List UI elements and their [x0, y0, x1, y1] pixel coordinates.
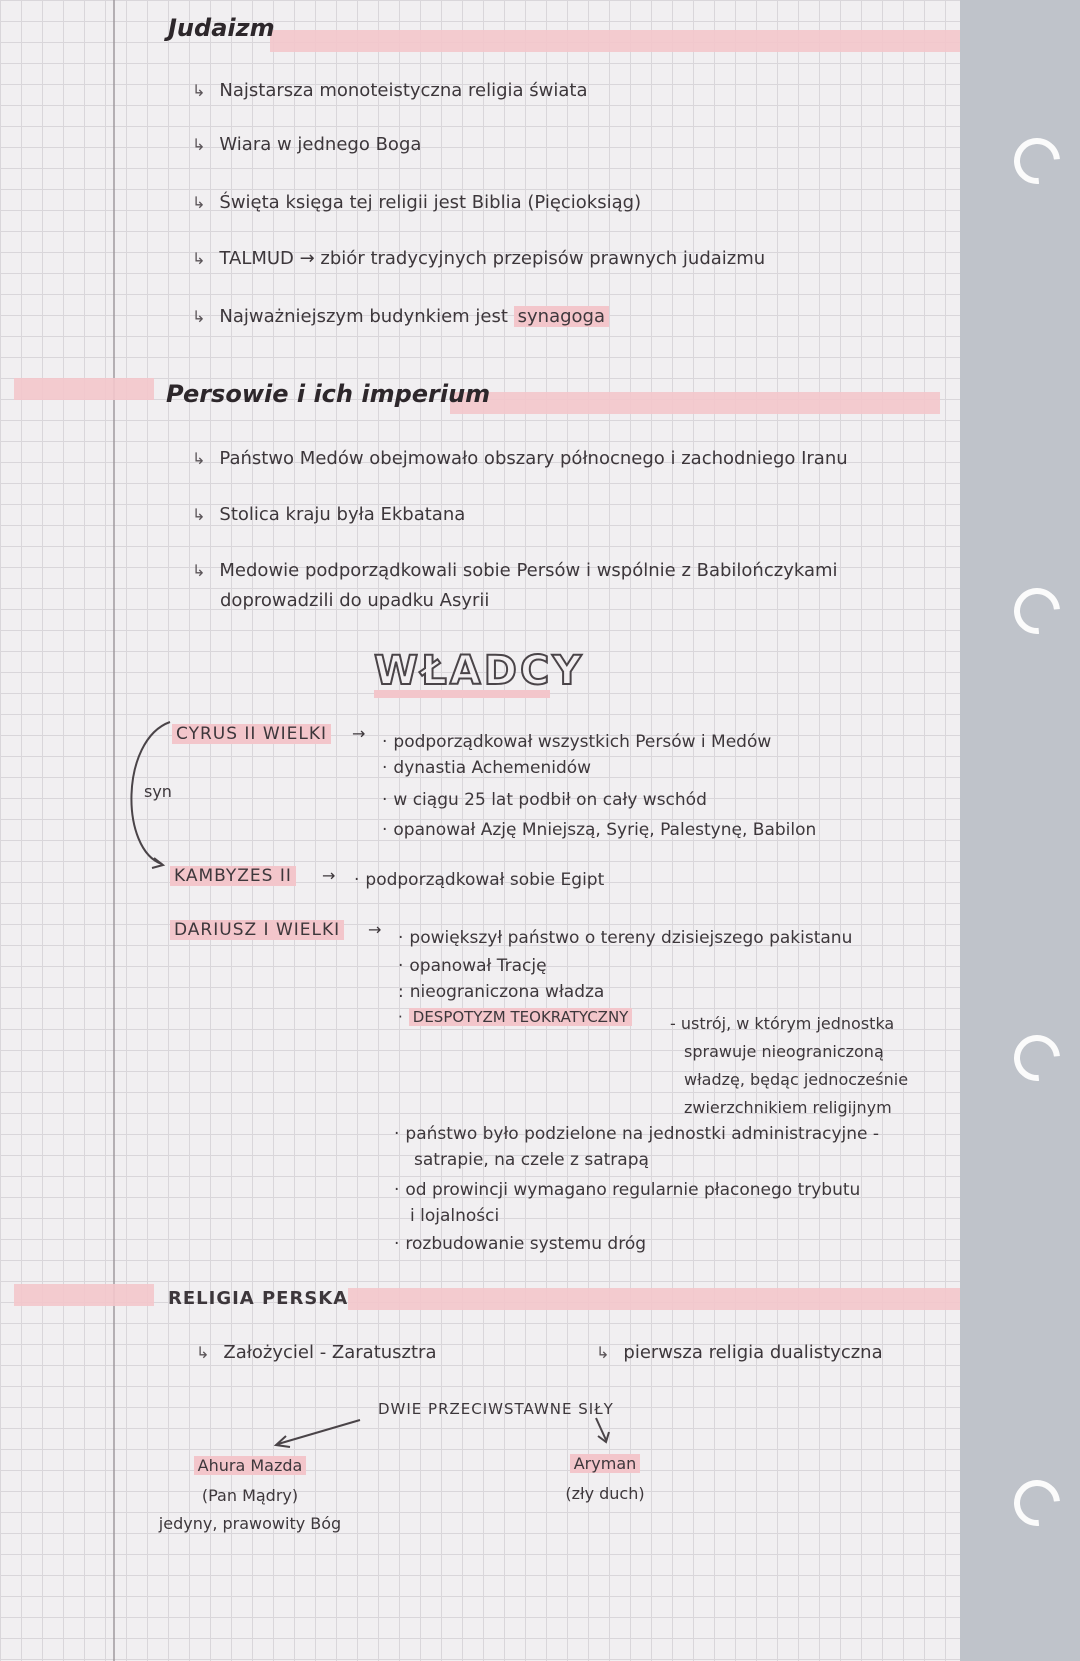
arrow-icon: ↳ — [192, 249, 206, 268]
ruler-name-kambyzes: KAMBYZES II — [170, 866, 296, 886]
ruler-fact: · opanował Trację — [398, 956, 547, 976]
ahura-mazda-desc: (Pan Mądry) — [201, 1486, 299, 1505]
arrow-icon: ↳ — [192, 81, 206, 100]
ahura-mazda-name: Ahura Mazda — [194, 1456, 307, 1475]
ruler-fact: · opanował Azję Mniejszą, Syrię, Palestynę, Babilon — [382, 820, 817, 840]
persians-item: ↳ Stolica kraju była Ekbatana — [192, 504, 466, 525]
arrow-icon: ↳ — [596, 1343, 610, 1362]
binder-strip — [960, 0, 1080, 1661]
ruler-fact-cont: satrapie, na czele z satrapą — [414, 1150, 649, 1170]
rulers-title: WŁADCY — [374, 648, 585, 694]
judaism-item: ↳ Święta księga tej religii jest Biblia (Pięcioksiąg) — [192, 192, 642, 213]
ruler-fact: · podporządkował sobie Egipt — [354, 870, 605, 890]
ruler-fact: · od prowincji wymagano regularnie płaconego trybutu — [394, 1180, 861, 1200]
arrow-icon: ↳ — [192, 307, 206, 326]
arrow-icon: ↳ — [192, 505, 206, 524]
ruler-fact: · powiększył państwo o tereny dzisiejszego pakistanu — [398, 928, 853, 948]
heading-highlight — [348, 1288, 960, 1310]
ruler-fact: : nieograniczona władza — [398, 982, 605, 1002]
religion-item: ↳ pierwsza religia dualistyczna — [596, 1342, 883, 1363]
highlighted-term: synagoga — [514, 306, 609, 327]
persians-item: ↳ Medowie podporządkowali sobie Persów i wspólnie z Babilończykami — [192, 560, 838, 581]
arrow-icon: → — [352, 724, 366, 743]
ahura-mazda-desc: jedyny, prawowity Bóg — [158, 1514, 342, 1533]
ruler-fact: · DESPOTYZM TEOKRATYCZNY — [398, 1008, 632, 1026]
relation-label: syn — [144, 782, 172, 801]
arrow-icon: → — [322, 866, 336, 885]
aryman-desc: (zły duch) — [565, 1484, 645, 1503]
judaism-item: ↳ TALMUD → zbiór tradycyjnych przepisów prawnych judaizmu — [192, 248, 766, 269]
judaism-item: ↳ Najważniejszym budynkiem jest synagoga — [192, 306, 609, 327]
persians-item: ↳ Państwo Medów obejmowało obszary północnego i zachodniego Iranu — [192, 448, 848, 469]
judaism-item: ↳ Wiara w jednego Boga — [192, 134, 422, 155]
religion-item: ↳ Założyciel - Zaratusztra — [196, 1342, 437, 1363]
ruler-fact: · rozbudowanie systemu dróg — [394, 1234, 647, 1254]
despotism-term: DESPOTYZM TEOKRATYCZNY — [409, 1008, 633, 1026]
ruler-name-cyrus: CYRUS II WIELKI — [172, 724, 331, 744]
arrow-icon: ↳ — [196, 1343, 210, 1362]
definition-line: zwierzchnikiem religijnym — [684, 1098, 892, 1117]
section-heading-religion: RELIGIA PERSKA — [168, 1288, 349, 1309]
section-heading-persians: Persowie i ich imperium — [166, 380, 491, 408]
section-heading-judaism: Judaizm — [168, 14, 275, 42]
arrow-icon: → — [368, 920, 382, 939]
arrow-icon: ↳ — [192, 193, 206, 212]
ruler-fact-cont: i lojalności — [410, 1206, 500, 1226]
heading-highlight — [14, 1284, 154, 1306]
aryman-name: Aryman — [570, 1454, 641, 1473]
ruler-fact: · państwo było podzielone na jednostki administracyjne - — [394, 1124, 880, 1144]
ruler-name-dariusz: DARIUSZ I WIELKI — [170, 920, 344, 940]
definition-line: - ustrój, w którym jednostka — [670, 1014, 895, 1033]
persians-item-cont: doprowadzili do upadku Asyrii — [220, 590, 490, 611]
forces-label: DWIE PRZECIWSTAWNE SIŁY — [378, 1400, 614, 1418]
arrow-icon: ↳ — [192, 561, 206, 580]
definition-line: sprawuje nieograniczoną — [684, 1042, 884, 1061]
ruler-fact: · podporządkował wszystkich Persów i Medów — [382, 732, 772, 752]
ruler-fact: · dynastia Achemenidów — [382, 758, 592, 778]
arrow-icon: ↳ — [192, 449, 206, 468]
arrow-icon: ↳ — [192, 135, 206, 154]
definition-line: władzę, będąc jednocześnie — [684, 1070, 909, 1089]
ruler-fact: · w ciągu 25 lat podbił on cały wschód — [382, 790, 707, 810]
judaism-item: ↳ Najstarsza monoteistyczna religia świata — [192, 80, 588, 101]
